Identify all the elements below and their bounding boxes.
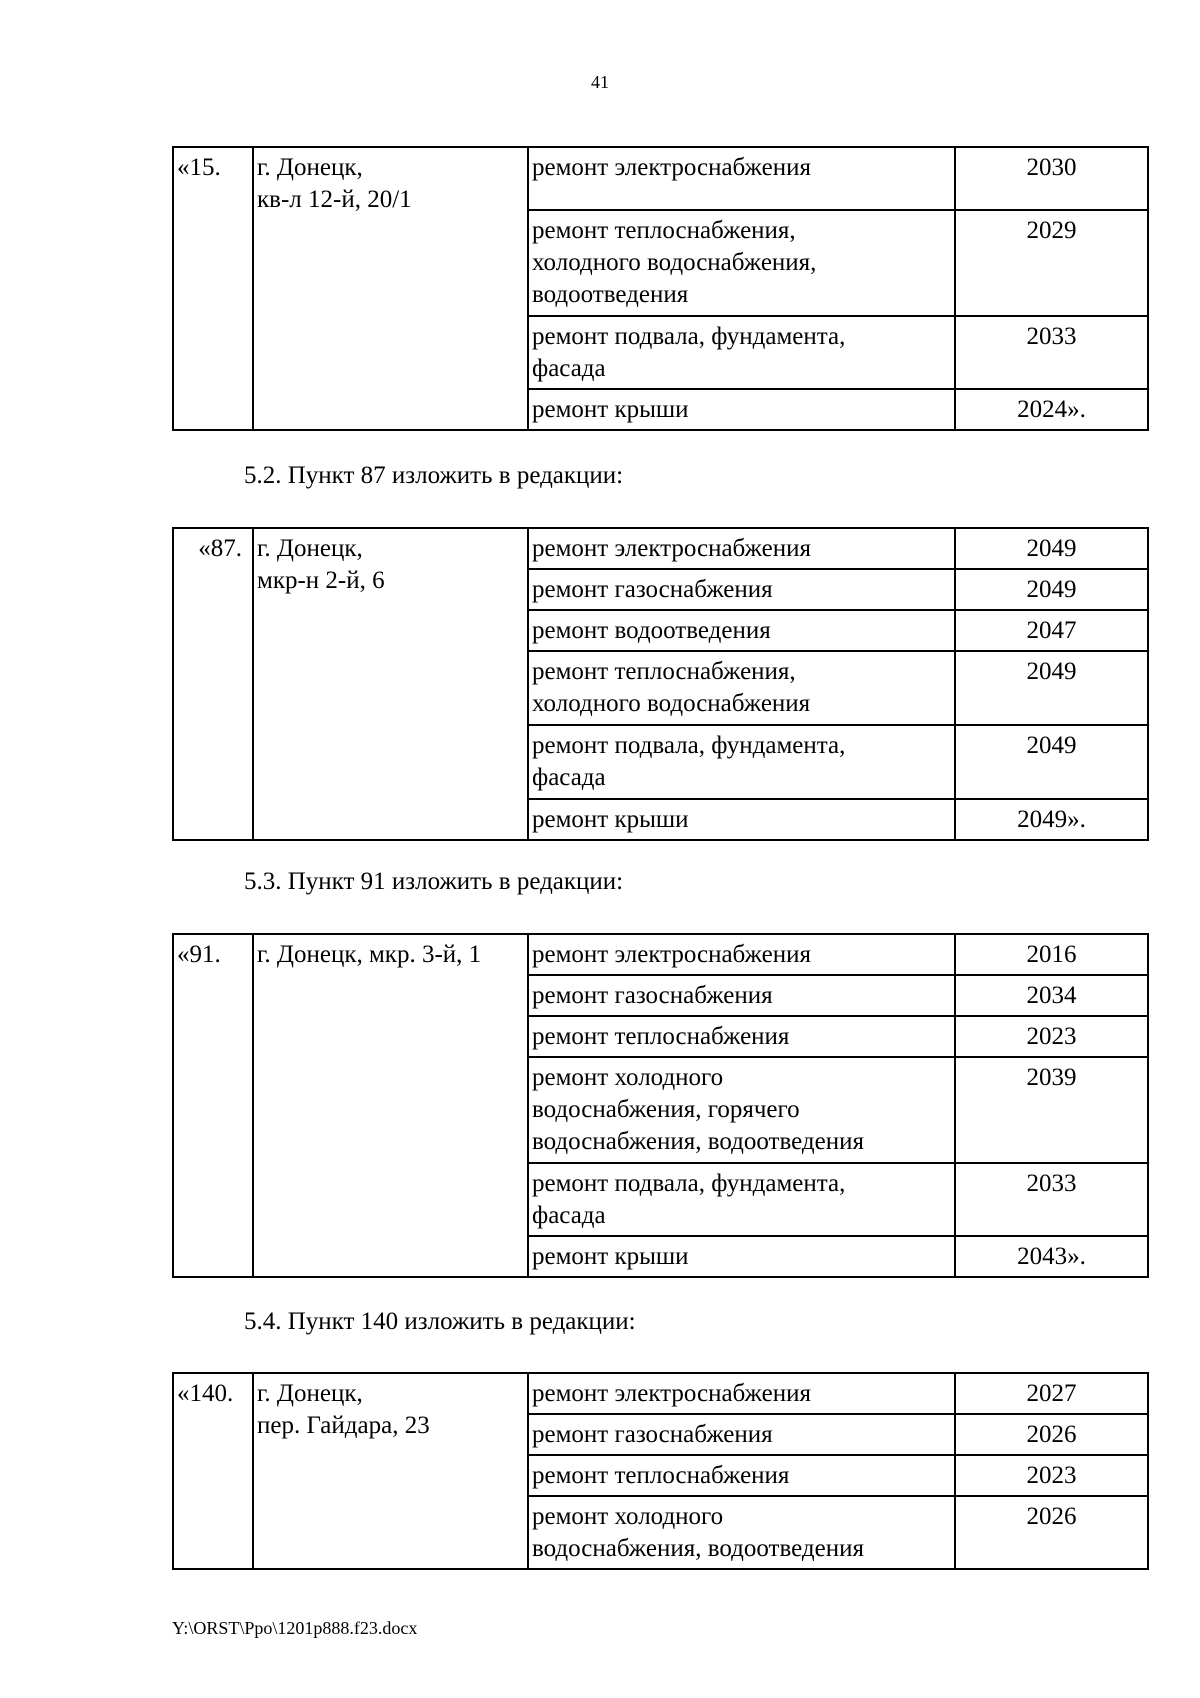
work-description: ремонт холодного водоснабжения, горячего водоснабжения, водоотведения xyxy=(528,1057,955,1163)
work-year: 2033 xyxy=(955,316,1148,389)
work-year: 2049». xyxy=(955,799,1148,840)
item-address: г. Донецк, пер. Гайдара, 23 xyxy=(253,1373,528,1569)
work-description: ремонт водоотведения xyxy=(528,610,955,651)
table-row xyxy=(173,528,1148,569)
work-description: ремонт электроснабжения xyxy=(528,934,955,975)
work-year: 2049 xyxy=(955,651,1148,725)
work-year: 2043». xyxy=(955,1236,1148,1277)
work-description: ремонт электроснабжения xyxy=(528,147,955,210)
work-description: ремонт электроснабжения xyxy=(528,1373,955,1414)
item-table-15 xyxy=(172,146,1149,431)
work-year: 2023 xyxy=(955,1455,1148,1496)
work-description: ремонт теплоснабжения xyxy=(528,1016,955,1057)
item-address: г. Донецк, мкр. 3-й, 1 xyxy=(253,934,528,1277)
work-year: 2049 xyxy=(955,569,1148,610)
work-year: 2023 xyxy=(955,1016,1148,1057)
item-table-140 xyxy=(172,1372,1149,1570)
work-description: ремонт холодного водоснабжения, водоотведения xyxy=(528,1496,955,1569)
work-year: 2047 xyxy=(955,610,1148,651)
item-number: «87. xyxy=(173,528,253,840)
work-year: 2026 xyxy=(955,1414,1148,1455)
work-description: ремонт газоснабжения xyxy=(528,569,955,610)
work-year: 2024». xyxy=(955,389,1148,430)
item-table-87 xyxy=(172,527,1149,841)
item-address: г. Донецк, мкр-н 2-й, 6 xyxy=(253,528,528,840)
section-heading: 5.3. Пункт 91 изложить в редакции: xyxy=(244,868,624,895)
work-year: 2027 xyxy=(955,1373,1148,1414)
work-year: 2026 xyxy=(955,1496,1148,1569)
item-number: «15. xyxy=(173,147,253,430)
section-heading: 5.4. Пункт 140 изложить в редакции: xyxy=(244,1308,636,1335)
work-year: 2034 xyxy=(955,975,1148,1016)
item-number: «91. xyxy=(173,934,253,1277)
work-description: ремонт подвала, фундамента, фасада xyxy=(528,725,955,799)
work-description: ремонт теплоснабжения, холодного водоснабжения xyxy=(528,651,955,725)
work-year: 2039 xyxy=(955,1057,1148,1163)
work-year: 2029 xyxy=(955,210,1148,316)
item-number: «140. xyxy=(173,1373,253,1569)
page-number: 41 xyxy=(591,72,609,92)
work-description: ремонт газоснабжения xyxy=(528,1414,955,1455)
work-year: 2033 xyxy=(955,1163,1148,1236)
work-description: ремонт крыши xyxy=(528,1236,955,1277)
work-year: 2049 xyxy=(955,725,1148,799)
work-description: ремонт подвала, фундамента, фасада xyxy=(528,1163,955,1236)
work-description: ремонт теплоснабжения, холодного водоснабжения, водоотведения xyxy=(528,210,955,316)
section-heading: 5.2. Пункт 87 изложить в редакции: xyxy=(244,462,624,489)
table-row xyxy=(173,934,1148,975)
work-description: ремонт теплоснабжения xyxy=(528,1455,955,1496)
work-description: ремонт газоснабжения xyxy=(528,975,955,1016)
work-year: 2030 xyxy=(955,147,1148,210)
work-year: 2049 xyxy=(955,528,1148,569)
work-description: ремонт подвала, фундамента, фасада xyxy=(528,316,955,389)
table-row xyxy=(173,147,1148,210)
footer-file-path: Y:\ORST\Ppo\1201p888.f23.docx xyxy=(172,1618,418,1638)
work-description: ремонт крыши xyxy=(528,389,955,430)
work-description: ремонт электроснабжения xyxy=(528,528,955,569)
work-description: ремонт крыши xyxy=(528,799,955,840)
table-row xyxy=(173,1373,1148,1414)
item-table-91 xyxy=(172,933,1149,1278)
work-year: 2016 xyxy=(955,934,1148,975)
item-address: г. Донецк, кв-л 12-й, 20/1 xyxy=(253,147,528,430)
